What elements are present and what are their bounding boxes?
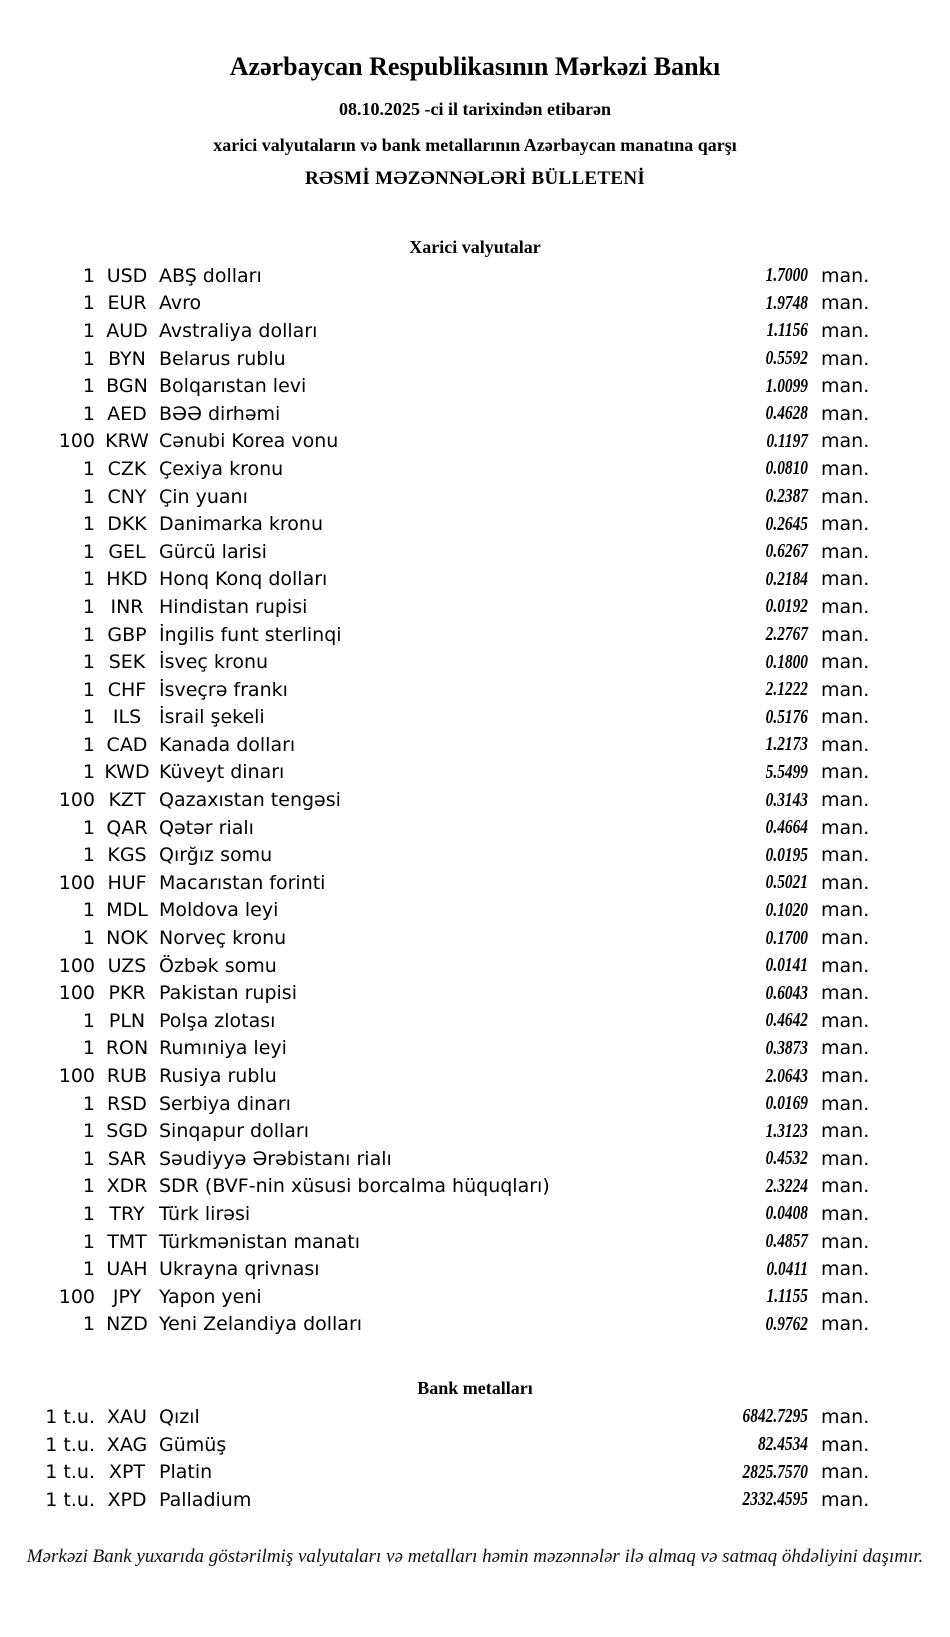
bulletin-subtitle: xarici valyutaların və bank metallarının Azərbaycan manatına qarşı: [213, 135, 737, 155]
rate-value: 1.3123: [765, 1119, 808, 1142]
metals-section-heading: Bank metalları: [417, 1378, 533, 1399]
currency-code: XDR: [106, 1175, 148, 1198]
currency-code: ILS: [112, 706, 142, 729]
rate-value: 1.1156: [766, 319, 808, 342]
rate-row: [0, 869, 950, 897]
unit-label: man.: [821, 1092, 870, 1115]
currency-name: Kanada dolları: [159, 733, 296, 756]
currency-name: Macarıstan forinti: [159, 871, 326, 894]
rate-row: [0, 290, 950, 318]
unit-label: man.: [821, 540, 870, 563]
currency-name: Polşa zlotası: [159, 1009, 276, 1032]
rate-value: 2332.4595: [742, 1488, 808, 1511]
rate-value: 0.6043: [765, 981, 808, 1004]
currency-name: SDR (BVF-nin xüsusi borcalma hüquqları): [159, 1175, 550, 1198]
rate-value: 0.2387: [765, 485, 808, 508]
quantity-value: 1: [82, 623, 95, 646]
unit-label: man.: [821, 1258, 870, 1281]
rate-row: [0, 786, 950, 814]
rate-value: 1.1155: [766, 1285, 808, 1308]
quantity-value: 100: [58, 982, 95, 1005]
currency-name: Ukrayna qrivnası: [159, 1258, 320, 1281]
rate-value: 2.3224: [765, 1174, 808, 1197]
rate-value: 6842.7295: [742, 1405, 808, 1428]
quantity-value: 1: [82, 264, 95, 287]
quantity-value: 1 t.u.: [45, 1433, 95, 1456]
rate-value: 0.0169: [765, 1092, 808, 1115]
currency-name: Norveç kronu: [159, 927, 287, 950]
quantity-value: 1: [82, 651, 95, 674]
quantity-value: 1: [82, 402, 95, 425]
unit-label: man.: [821, 1147, 870, 1170]
currency-name: Yeni Zelandiya dolları: [159, 1313, 363, 1336]
rate-value: 0.2184: [765, 567, 808, 590]
quantity-value: 100: [58, 954, 95, 977]
rate-value: 0.3873: [765, 1036, 808, 1059]
rate-row: [0, 841, 950, 869]
currency-name: Qazaxıstan tengəsi: [159, 789, 341, 812]
currency-name: Çin yuanı: [159, 485, 248, 508]
currency-code: AUD: [106, 319, 148, 342]
unit-label: man.: [821, 1461, 870, 1484]
rate-value: 0.4642: [765, 1009, 808, 1032]
currency-name: Palladium: [159, 1488, 252, 1511]
unit-label: man.: [821, 954, 870, 977]
rate-row: [0, 345, 950, 373]
currency-code: UAH: [106, 1258, 148, 1281]
rate-row: [0, 1117, 950, 1145]
quantity-value: 100: [58, 789, 95, 812]
rate-row: [0, 1145, 950, 1173]
quantity-value: 1: [82, 844, 95, 867]
currency-name: BƏƏ dirhəmi: [159, 402, 281, 425]
rate-row: [0, 952, 950, 980]
quantity-value: 1: [82, 706, 95, 729]
unit-label: man.: [821, 1202, 870, 1225]
bulletin-title: RƏSMİ MƏZƏNNƏLƏRİ BÜLLETENİ: [304, 168, 646, 189]
quantity-value: 1: [82, 375, 95, 398]
rate-value: 0.0192: [765, 595, 808, 618]
rate-row: [0, 593, 950, 621]
currency-name: Danimarka kronu: [159, 513, 324, 536]
rate-row: [0, 621, 950, 649]
quantity-value: 1: [82, 540, 95, 563]
currency-name: Rusiya rublu: [159, 1065, 277, 1088]
currency-code: KRW: [105, 430, 149, 453]
rate-row: [0, 676, 950, 704]
rate-value: 2825.7570: [742, 1460, 808, 1483]
unit-label: man.: [821, 319, 870, 342]
rate-row: [0, 1458, 950, 1486]
rate-value: 0.4532: [765, 1147, 808, 1170]
unit-label: man.: [821, 816, 870, 839]
currency-code: KWD: [104, 761, 150, 784]
quantity-value: 1: [82, 1037, 95, 1060]
currency-name: Hindistan rupisi: [159, 595, 308, 618]
unit-label: man.: [821, 513, 870, 536]
rate-value: 2.2767: [765, 623, 808, 646]
currency-name: Bolqarıstan levi: [159, 375, 307, 398]
rate-value: 5.5499: [765, 760, 808, 783]
rate-value: 0.1020: [765, 898, 808, 921]
currency-code: RSD: [107, 1092, 147, 1115]
currencies-table: [0, 262, 950, 1338]
currency-code: DKK: [107, 513, 147, 536]
quantity-value: 1: [82, 319, 95, 342]
currency-name: Qızıl: [159, 1405, 200, 1428]
quantity-value: 1: [82, 678, 95, 701]
quantity-value: 1: [82, 1258, 95, 1281]
currency-name: İngilis funt sterlinqi: [159, 623, 342, 646]
unit-label: man.: [821, 678, 870, 701]
rate-row: [0, 1255, 950, 1283]
rate-row: [0, 372, 950, 400]
rate-row: [0, 566, 950, 594]
currency-name: Yapon yeni: [159, 1285, 262, 1308]
rate-row: [0, 759, 950, 787]
currency-code: RON: [105, 1037, 149, 1060]
currency-code: GEL: [108, 540, 146, 563]
currency-name: Gürcü larisi: [159, 540, 267, 563]
rate-row: [0, 1431, 950, 1459]
unit-label: man.: [821, 871, 870, 894]
currency-code: BYN: [108, 347, 146, 370]
quantity-value: 1: [82, 899, 95, 922]
disclaimer-note: Mərkəzi Bank yuxarıda göstərilmiş valyutaları və metalları həmin məzənnələr ilə almaq və satmaq öhdəliyini daşımır.: [26, 1545, 924, 1567]
rate-row: [0, 704, 950, 732]
unit-label: man.: [821, 1175, 870, 1198]
currency-name: Sinqapur dolları: [159, 1120, 310, 1143]
unit-label: man.: [821, 264, 870, 287]
currency-name: Küveyt dinarı: [159, 761, 285, 784]
currency-code: RUB: [106, 1065, 148, 1088]
unit-label: man.: [821, 733, 870, 756]
unit-label: man.: [821, 347, 870, 370]
rate-value: 0.2645: [765, 512, 808, 535]
currency-code: INR: [110, 595, 144, 618]
quantity-value: 1: [82, 927, 95, 950]
rate-value: 0.1197: [766, 429, 808, 452]
unit-label: man.: [821, 927, 870, 950]
quantity-value: 1: [82, 1175, 95, 1198]
rate-value: 0.0195: [765, 843, 808, 866]
rate-value: 0.4664: [765, 816, 808, 839]
rate-row: [0, 1090, 950, 1118]
currency-name: Moldova leyi: [159, 899, 279, 922]
currency-code: GBP: [107, 623, 147, 646]
currency-name: Honq Konq dolları: [159, 568, 328, 591]
rate-row: [0, 924, 950, 952]
rate-row: [0, 1200, 950, 1228]
unit-label: man.: [821, 1120, 870, 1143]
currency-name: Serbiya dinarı: [159, 1092, 291, 1115]
metals-table: [0, 1403, 950, 1513]
quantity-value: 1: [82, 1202, 95, 1225]
rate-value: 0.1700: [765, 926, 808, 949]
unit-label: man.: [821, 1285, 870, 1308]
currency-code: SEK: [108, 651, 146, 674]
rate-value: 0.5176: [765, 705, 808, 728]
unit-label: man.: [821, 595, 870, 618]
currency-code: PLN: [108, 1009, 146, 1032]
currency-name: Belarus rublu: [159, 347, 286, 370]
quantity-value: 100: [58, 1065, 95, 1088]
rate-value: 0.0810: [765, 457, 808, 480]
rate-value: 0.0411: [766, 1257, 808, 1280]
currency-code: KGS: [107, 844, 147, 867]
rate-row: [0, 1062, 950, 1090]
rate-row: [0, 979, 950, 1007]
rate-value: 1.0099: [765, 374, 808, 397]
quantity-value: 1: [82, 1092, 95, 1115]
rate-row: [0, 1283, 950, 1311]
currency-name: Avro: [159, 292, 202, 315]
rate-value: 1.9748: [765, 291, 808, 314]
rate-row: [0, 1035, 950, 1063]
rate-value: 1.2173: [765, 733, 808, 756]
rate-row: [0, 455, 950, 483]
currency-name: Pakistan rupisi: [159, 982, 297, 1005]
rate-row: [0, 1173, 950, 1201]
currency-code: HUF: [107, 871, 147, 894]
rate-value: 0.3143: [765, 788, 808, 811]
rate-row: [0, 897, 950, 925]
currency-code: XPT: [108, 1461, 146, 1484]
quantity-value: 100: [58, 1285, 95, 1308]
quantity-value: 1: [82, 761, 95, 784]
unit-label: man.: [821, 899, 870, 922]
currency-code: NZD: [106, 1313, 148, 1336]
currency-code: PKR: [108, 982, 146, 1005]
rate-value: 0.4628: [765, 402, 808, 425]
unit-label: man.: [821, 844, 870, 867]
unit-label: man.: [821, 1037, 870, 1060]
unit-label: man.: [821, 457, 870, 480]
rate-row: [0, 538, 950, 566]
rate-value: 0.4857: [765, 1230, 808, 1253]
currency-code: CAD: [106, 733, 148, 756]
rate-value: 0.9762: [765, 1312, 808, 1335]
rate-row: [0, 1007, 950, 1035]
quantity-value: 1: [82, 568, 95, 591]
currency-name: Qətər rialı: [159, 816, 254, 839]
currency-code: TRY: [109, 1202, 145, 1225]
quantity-value: 100: [58, 871, 95, 894]
quantity-value: 1: [82, 513, 95, 536]
rate-row: [0, 510, 950, 538]
currencies-section-heading: Xarici valyutalar: [409, 237, 541, 257]
currency-name: ABŞ dolları: [159, 264, 262, 287]
quantity-value: 1: [82, 595, 95, 618]
unit-label: man.: [821, 568, 870, 591]
currency-name: Səudiyyə Ərəbistanı rialı: [159, 1147, 392, 1170]
unit-label: man.: [821, 1433, 870, 1456]
currency-code: CHF: [107, 678, 147, 701]
rate-value: 1.7000: [765, 264, 808, 287]
currency-code: AED: [107, 402, 147, 425]
rate-row: [0, 483, 950, 511]
rate-value: 0.1800: [765, 650, 808, 673]
rate-value: 0.5021: [765, 871, 808, 894]
currency-code: QAR: [106, 816, 148, 839]
quantity-value: 100: [58, 430, 95, 453]
currency-code: BGN: [106, 375, 148, 398]
rate-value: 2.1222: [765, 678, 808, 701]
rate-row: [0, 648, 950, 676]
currency-name: Rumıniya leyi: [159, 1037, 287, 1060]
currency-code: KZT: [108, 789, 146, 812]
unit-label: man.: [821, 706, 870, 729]
unit-label: man.: [821, 402, 870, 425]
currency-code: XAU: [107, 1405, 147, 1428]
rate-row: [0, 1403, 950, 1431]
quantity-value: 1: [82, 292, 95, 315]
currency-name: Türk lirəsi: [159, 1202, 251, 1225]
unit-label: man.: [821, 485, 870, 508]
unit-label: man.: [821, 651, 870, 674]
unit-label: man.: [821, 761, 870, 784]
currency-code: HKD: [106, 568, 148, 591]
rate-row: [0, 1228, 950, 1256]
currency-code: XPD: [107, 1488, 147, 1511]
currency-name: Özbək somu: [159, 954, 277, 977]
quantity-value: 1 t.u.: [45, 1488, 95, 1511]
currency-code: XAG: [106, 1433, 148, 1456]
rate-row: [0, 262, 950, 290]
unit-label: man.: [821, 1230, 870, 1253]
quantity-value: 1: [82, 1120, 95, 1143]
currency-name: Gümüş: [159, 1433, 227, 1456]
quantity-value: 1: [82, 816, 95, 839]
rate-value: 0.0141: [765, 954, 808, 977]
currency-code: USD: [106, 264, 148, 287]
quantity-value: 1: [82, 347, 95, 370]
currency-code: SAR: [107, 1147, 147, 1170]
currency-name: Çexiya kronu: [159, 457, 284, 480]
unit-label: man.: [821, 789, 870, 812]
currency-code: SGD: [106, 1120, 148, 1143]
unit-label: man.: [821, 623, 870, 646]
quantity-value: 1: [82, 1313, 95, 1336]
quantity-value: 1 t.u.: [45, 1461, 95, 1484]
currency-name: Qırğız somu: [159, 844, 273, 867]
currency-code: JPY: [112, 1285, 142, 1308]
currency-code: CZK: [107, 457, 147, 480]
unit-label: man.: [821, 430, 870, 453]
currency-code: NOK: [106, 927, 148, 950]
currency-code: UZS: [107, 954, 147, 977]
currency-name: İsveçrə frankı: [159, 678, 288, 701]
currency-code: TMT: [107, 1230, 147, 1253]
quantity-value: 1: [82, 1230, 95, 1253]
unit-label: man.: [821, 982, 870, 1005]
rate-row: [0, 814, 950, 842]
rate-value: 2.0643: [765, 1064, 808, 1087]
currency-name: İsrail şekeli: [159, 706, 265, 729]
rate-row: [0, 428, 950, 456]
rate-row: [0, 731, 950, 759]
quantity-value: 1 t.u.: [45, 1405, 95, 1428]
unit-label: man.: [821, 1313, 870, 1336]
currency-name: Türkmənistan manatı: [159, 1230, 361, 1253]
currency-code: CNY: [107, 485, 147, 508]
effective-date-line: 08.10.2025 -ci il tarixindən etibarən: [339, 99, 611, 119]
currency-name: İsveç kronu: [159, 651, 269, 674]
quantity-value: 1: [82, 1147, 95, 1170]
quantity-value: 1: [82, 733, 95, 756]
currency-name: Avstraliya dolları: [159, 319, 318, 342]
currency-code: MDL: [106, 899, 148, 922]
rate-row: [0, 400, 950, 428]
unit-label: man.: [821, 375, 870, 398]
unit-label: man.: [821, 1009, 870, 1032]
rate-value: 82.4534: [757, 1433, 808, 1456]
rate-value: 0.0408: [765, 1202, 808, 1225]
rate-row: [0, 317, 950, 345]
quantity-value: 1: [82, 457, 95, 480]
rate-value: 0.5592: [765, 347, 808, 370]
unit-label: man.: [821, 1488, 870, 1511]
currency-name: Platin: [159, 1461, 213, 1484]
currency-name: Cənubi Korea vonu: [159, 430, 339, 453]
rate-row: [0, 1486, 950, 1514]
bank-title: Azərbaycan Respublikasının Mərkəzi Bankı: [229, 52, 721, 81]
rate-row: [0, 1311, 950, 1339]
rate-value: 0.6267: [765, 540, 808, 563]
unit-label: man.: [821, 292, 870, 315]
unit-label: man.: [821, 1405, 870, 1428]
quantity-value: 1: [82, 1009, 95, 1032]
currency-code: EUR: [107, 292, 147, 315]
quantity-value: 1: [82, 485, 95, 508]
unit-label: man.: [821, 1065, 870, 1088]
